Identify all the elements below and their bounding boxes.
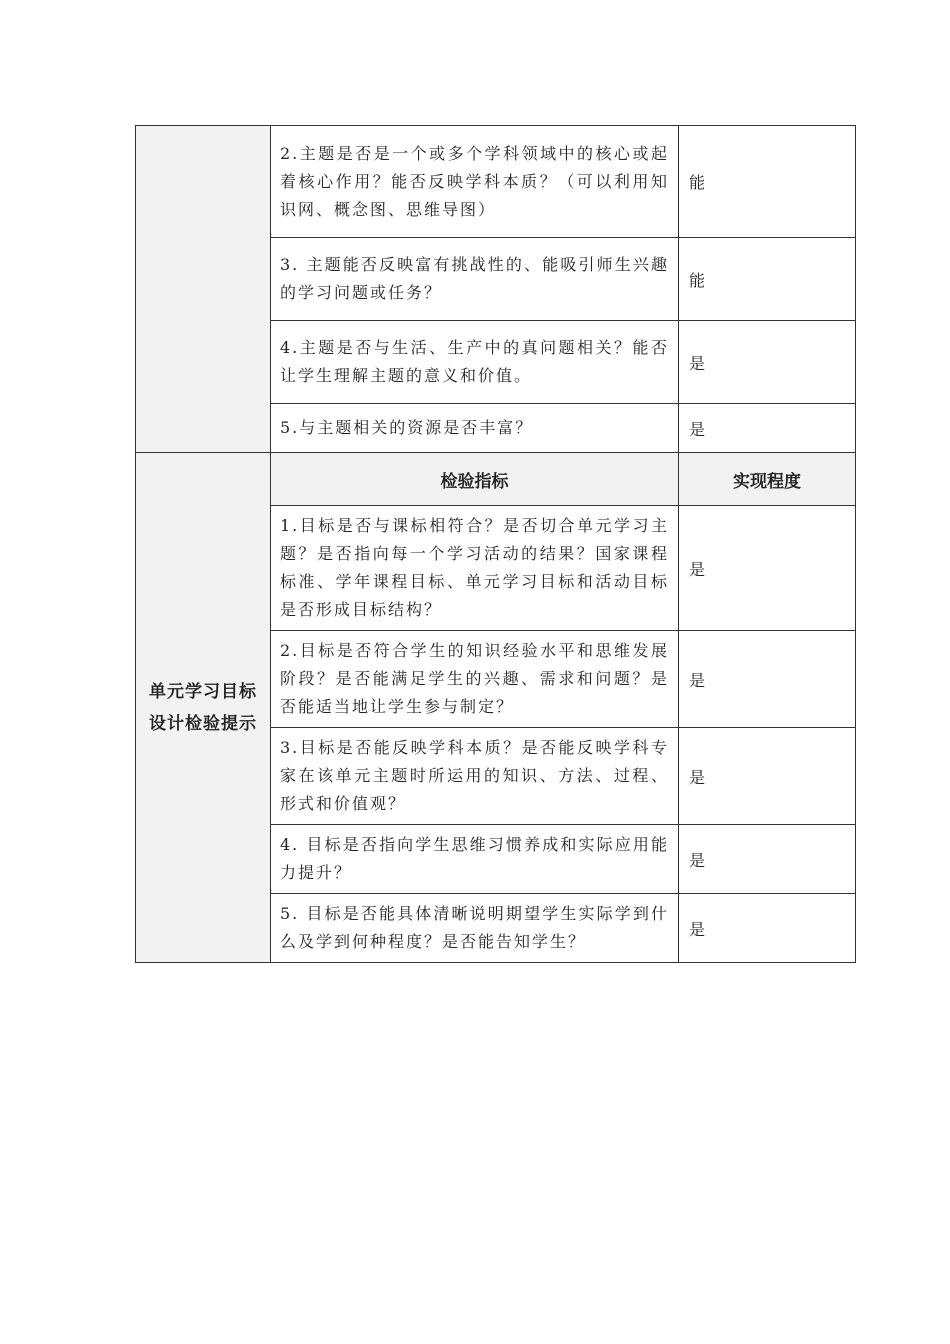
result-cell: 是 (679, 321, 856, 404)
section2-title-cell (136, 453, 271, 963)
evaluation-table (135, 125, 856, 963)
indicator-cell: 4.主题是否与生活、生产中的真问题相关？能否让学生理解主题的意义和价值。 (271, 321, 679, 404)
indicator-cell: 1.目标是否与课标相符合？是否切合单元学习主题？是否指向每一个学习活动的结果？国家课程标准、学年课程目标、单元学习目标和活动目标是否形成目标结构？ (271, 506, 679, 631)
table-header-row (136, 453, 856, 506)
result-cell: 是 (679, 631, 856, 728)
indicator-cell: 2.目标是否符合学生的知识经验水平和思维发展阶段？是否能满足学生的兴趣、需求和问题？是否能适当地让学生参与制定？ (271, 631, 679, 728)
result-cell: 能 (679, 238, 856, 321)
result-cell: 是 (679, 506, 856, 631)
result-cell: 是 (679, 728, 856, 825)
section2-title-line2: 设计检验提示 (149, 713, 257, 734)
result-cell: 是 (679, 825, 856, 894)
table-row (136, 126, 856, 238)
indicator-cell: 5.与主题相关的资源是否丰富？ (271, 404, 679, 453)
result-cell: 能 (679, 126, 856, 238)
indicator-cell: 3. 主题能否反映富有挑战性的、能吸引师生兴趣的学习问题或任务？ (271, 238, 679, 321)
degree-column-header: 实现程度 (679, 453, 856, 506)
section2-title-line1: 单元学习目标 (149, 681, 257, 702)
section1-title-cell (136, 126, 271, 453)
indicator-cell: 2.主题是否是一个或多个学科领域中的核心或起着核心作用？能否反映学科本质？（可以利用知识网、概念图、思维导图） (271, 126, 679, 238)
indicator-cell: 4. 目标是否指向学生思维习惯养成和实际应用能力提升？ (271, 825, 679, 894)
result-cell: 是 (679, 404, 856, 453)
indicator-column-header: 检验指标 (271, 453, 679, 506)
indicator-cell: 5. 目标是否能具体清晰说明期望学生实际学到什么及学到何种程度？是否能告知学生？ (271, 894, 679, 963)
indicator-cell: 3.目标是否能反映学科本质？是否能反映学科专家在该单元主题时所运用的知识、方法、过程、形式和价值观？ (271, 728, 679, 825)
result-cell: 是 (679, 894, 856, 963)
